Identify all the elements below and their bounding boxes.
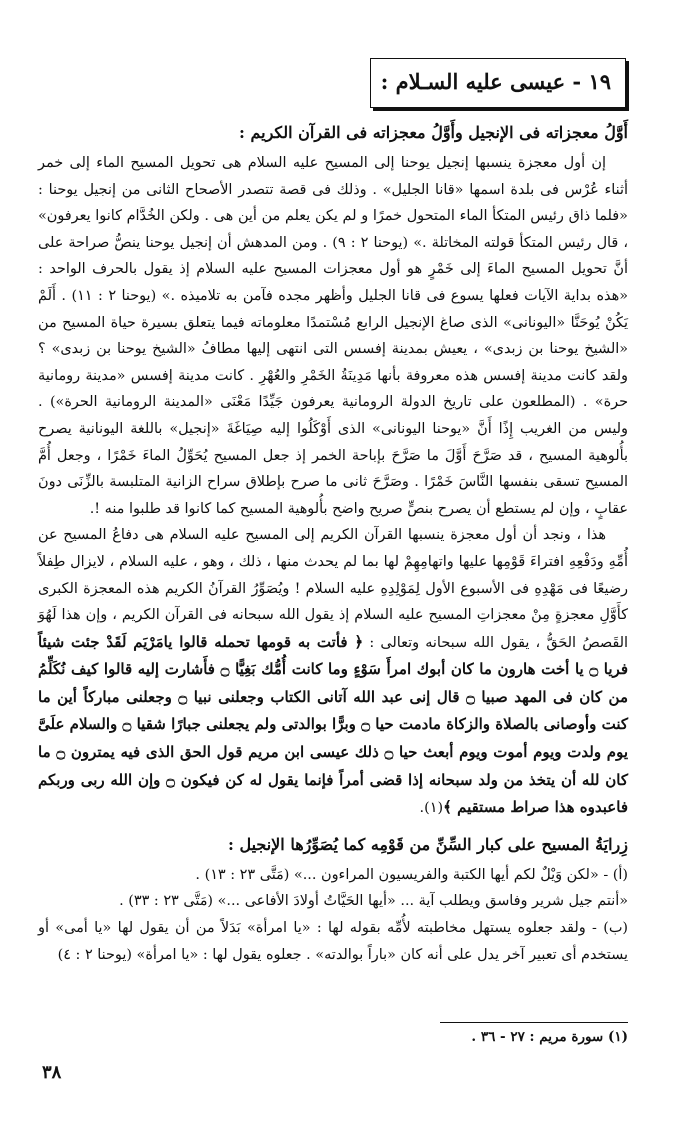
section-title: ١٩ - عيسى عليه السـلام : xyxy=(380,69,611,94)
body-text xyxy=(38,118,628,968)
heading-first-miracles: أَوَّلُ معجزاته فى الإنجيل وأَوَّلُ معجزاته فى القرآن الكريم : xyxy=(239,123,628,142)
footnote-divider xyxy=(440,1022,628,1023)
item-b: (ب) - ولقد جعلوه يستهل مخاطبته لأُمِّه بقوله لها : «يا امرأة» بَدَلاً من أن يقول لها «يا أمى» أو يستخدم أى تعبير آخر يدل على أنه كان «باراً بوالدته» . جعلوه يقول لها : «يا امرأة» (يوحنا ٢ : ٤) xyxy=(38,920,628,963)
section-title-box xyxy=(370,58,626,108)
paragraph-quran-miracle xyxy=(38,522,628,822)
spacer xyxy=(38,822,628,830)
paragraph-gospel-miracle: إن أول معجزة ينسبها إنجيل يوحنا إلى المسيح عليه السلام هى تحويل المسيح الماء إلى خمر أثناء عُرْس فى بلدة اسمها «قانا الجليل» . وذلك فى قصة تتصدر الأصحاح الثانى من إنجيل يوحنا : «فلما ذاق رئيس المتكأ الماء المتحول خمرًا و لم يكن يعلم من أين هى . ولكن الخُدَّام كانوا يعرفون» ، قال رئيس المتكأ قولته المخاتلة .» (يوحنا ٢ : ٩) . ومن المدهش أن إنجيل يوحنا ينصُّ صراحة على أنَّ تحويل المسيح الماءَ إلى خَمْرٍ هو أول معجزات المسيح عليه السلام إذ يقول بالحرف الواحد : «هذه بداية الآيات فعلها يسوع فى قانا الجليل وأظهر مجده فآمن به تلاميذه .» (يوحنا ٢ : ١١) . أَلَمْ يَكُنْ يُوحَنَّا «اليونانى» الذى صاغ الإنجيل الرابع مُسْتمدًا معلوماته فيما يتعلق بسيرة حياة المسيح من «الشيخ يوحنا بن زبدى» ، يعيش بمدينة إفسس التى انتهى إليها مطافُ «الشيخ يوحنا بن زبدى» ؟ ولقد كانت مدينة إفسس هذه معروفة بأنها مَدِينَةُ الخَمْرِ والعُهْرِ . كانت مدينة إفسس «مدينة رومانية حرة» . (المطلعون على تاريخ الدولة الرومانية يعرفون جَيِّدًا مَعْنَى «المدينة الرومانية الحرة») . وليس من الغريب إِذًا أَنَّ «يوحنا اليونانى» الذى أَوْكَلُوا إليه صِيَاغَةَ «إنجيل» باللغة اليونانية يصرح بأُلوهية المسيح ، قد صَرَّحَ أَوَّلَ ما صَرَّحَ بإباحة الخمر إذ جعل المسيح يُحَوِّلُ الماءَ خَمْرًا ، وجعل أُمَّ المسيح تسقى بنفسها النَّاسَ خَمْرًا . وصَرَّحَ ثانى ما صرح بإطلاق سراح الزانية المتلبسة بالزِّنَى دونَ عقابٍ ، وإن لم يستطع أن يصرح بنصٍّ صريح واضح بأُلوهية المسيح كما كانوا قد طلبوا منه !. xyxy=(38,155,629,517)
paragraph-quran-intro: هذا ، ونجد أن أول معجزة ينسبها القرآن الكريم إلى المسيح عليه السلام هى دفاعُ المسيح عن أُمِّهِ ودَفْعِهِ افتراءَ قَوْمِها عليها واتهامِهِمْ لها بما لم يحدث منها ، ذلك ، وهو ، عليه السلام ، لايزال طِفلاً رضيعًا فى مَهْدِهِ فى الأسبوع الأول لِمَوْلِدِهِ عليه السلام ! ويُصَوِّرُ القرآنُ الكريم هذه المعجزة الكبرى كأَوَّلِ معجزةٍ مِنْ معجزاتِ المسيح عليه السلام إذ يقول الله سبحانه فى القرآن الكريم ، وإن هذا لَهُوَ القَصصُ الحَقُّ ، يقول الله سبحانه وتعالى : xyxy=(38,527,628,651)
footnote-reference: (١). xyxy=(419,800,444,817)
item-a-line1: (أ) - «لكن وَيْلٌ لكم أيها الكتبة والفريسيون المراءون ...» (مَتَّى ٢٣ : ١٣) . xyxy=(195,866,628,883)
page-number: ٣٨ xyxy=(42,1062,62,1083)
quran-verses: ﴿ فأتت به قومها تحمله قالوا يامَرْيَم لَقَدْ جئت شيئاً فريا ۝ يا أخت هارون ما كان أبوك امرأَ سَوْءٍ وما كانت أُمُّك بَغِيًّا ۝ فأَشارت إليه قالوا كيف نُكَلِّمُ من كان فى المهد صبيا ۝ قال إنى عبد الله آتانى الكتاب وجعلنى نبيا ۝ وجعلنى مباركاً أين ما كنت وأوصانى بالصلاة والزكاة مادمت حيا ۝ وبرًّا بوالدتى ولم يجعلنى جبارًا شقيا ۝ والسلام علَىَّ يوم ولدت ويوم أموت ويوم أبعث حيا ۝ ذلك عيسى ابن مريم قول الحق الذى فيه يمترون ۝ ما كان لله أن يتخذ من ولد سبحانه إذا قضى أمراً فإنما يقول له كن فيكون ۝ وإن الله ربى وربكم فاعبدوه هذا صراط مستقيم ﴾ xyxy=(38,632,629,817)
footnote: (١) سورة مريم : ٢٧ - ٣٦ . xyxy=(471,1029,628,1045)
item-a-line2: «أنتم جيل شرير وفاسق ويطلب آية ... «أيها الحَيَّاتُ أولادَ الأفاعى ...» (مَتَّى ٢٣ : ٣٣) . xyxy=(119,893,628,910)
heading-disdain: زِرايَةُ المسيح على كبار السِّنِّ من قَوْمِه كما يُصَوِّرُها الإنجيل : xyxy=(227,834,628,854)
